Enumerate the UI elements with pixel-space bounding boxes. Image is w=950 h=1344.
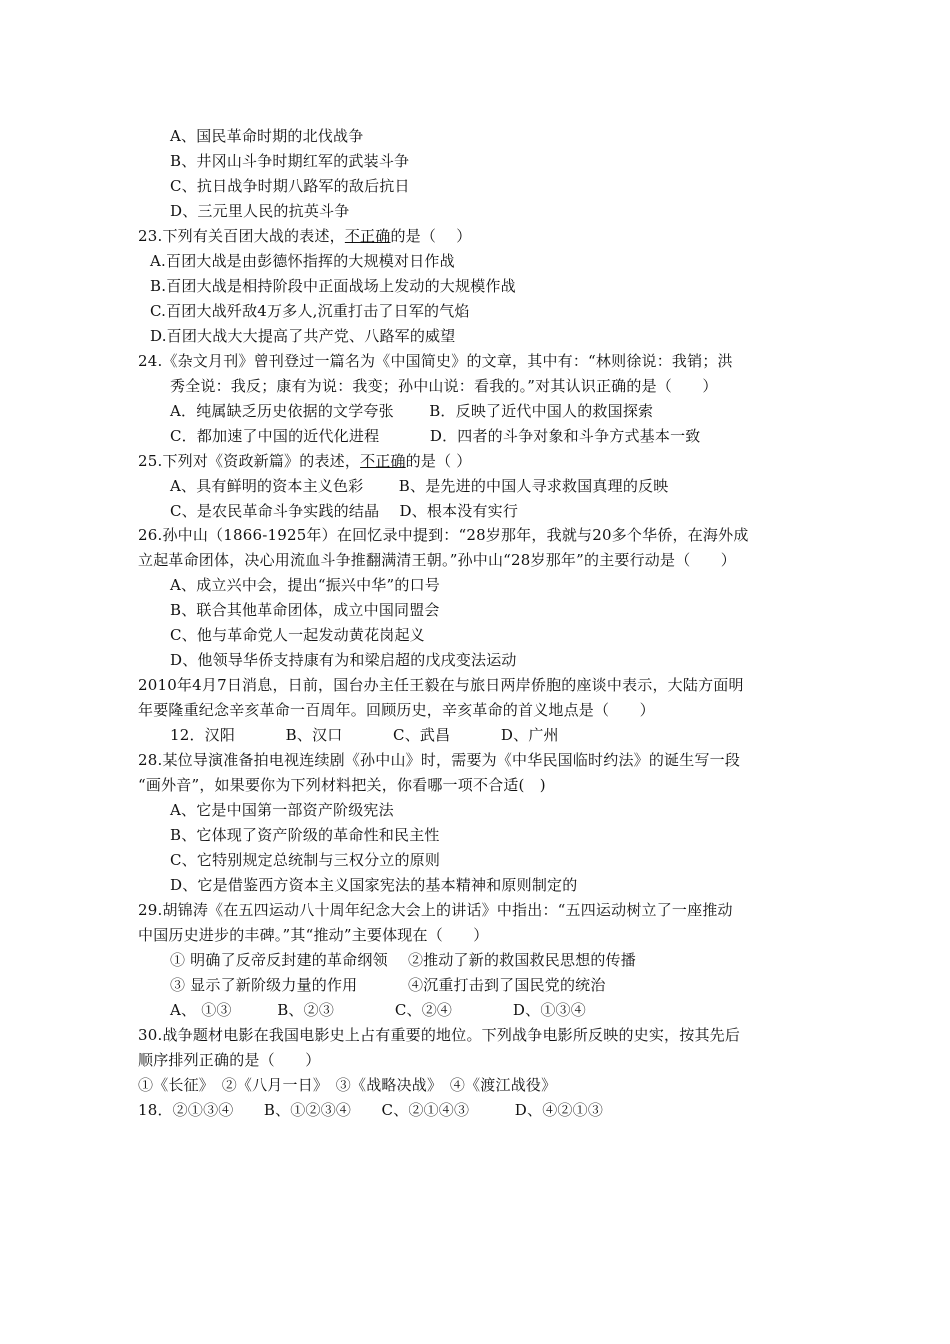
q24-options-row1: A．纯属缺乏历史依据的文学夸张 B．反映了近代中国人的救国探索 [170, 402, 654, 420]
q29-items-row1: ① 明确了反帝反封建的革命纲领 ②推动了新的救国救民思想的传播 [170, 951, 636, 969]
q23-option-b: B.百团大战是相持阶段中正面战场上发动的大规模作战 [150, 277, 516, 295]
q24-stem-line2: 秀全说：我反；康有为说：我变；孙中山说：看我的。”对其认识正确的是（ ） [170, 377, 718, 395]
q23-option-a: A.百团大战是由彭德怀指挥的大规模对日作战 [150, 252, 455, 270]
q29-items-row2: ③ 显示了新阶级力量的作用 ④沉重打击到了国民党的统治 [170, 976, 606, 994]
q25-options-row1: A、具有鲜明的资本主义色彩 B、是先进的中国人寻求救国真理的反映 [170, 477, 669, 495]
q24-options-row2: C．都加速了中国的近代化进程 D．四者的斗争对象和斗争方式基本一致 [170, 427, 701, 445]
q22-option-a: A、国民革命时期的北伐战争 [170, 127, 364, 145]
q28-stem-line2: “画外音”，如果要你为下列材料把关，你看哪一项不合适( ) [138, 776, 546, 794]
q28-option-a: A、它是中国第一部资产阶级宪法 [170, 801, 394, 819]
q27-stem-line1: 2010年4月7日消息，日前，国台办主任王毅在与旅日两岸侨胞的座谈中表示，大陆方面明 [138, 676, 744, 694]
q25-stem-text: 25.下列对《资政新篇》的表述， [138, 452, 361, 470]
q28-option-c: C、它特别规定总统制与三权分立的原则 [170, 851, 441, 869]
q27-stem-line2: 年要隆重纪念辛亥革命一百周年。回顾历史，辛亥革命的首义地点是（ ） [138, 701, 655, 719]
q26-stem-line2: 立起革命团体，决心用流血斗争推翻满清王朝。”孙中山“28岁那年”的主要行动是（ ） [138, 551, 736, 569]
q30-stem-line1: 30.战争题材电影在我国电影史上占有重要的地位。下列战争电影所反映的史实，按其先后 [138, 1026, 741, 1044]
q22-option-c: C、抗日战争时期八路军的敌后抗日 [170, 177, 410, 195]
q29-stem-line1: 29.胡锦涛《在五四运动八十周年纪念大会上的讲话》中指出：“五四运动树立了一座推动 [138, 901, 733, 919]
q27-options-row: 12．汉阳 B、汉口 C、武昌 D、广州 [170, 726, 559, 744]
q25-stem-tail: 的是（ ） [405, 452, 472, 470]
q25-stem [138, 451, 471, 471]
q23-option-c: C.百团大战歼敌4万多人,沉重打击了日军的气焰 [150, 302, 470, 320]
q23-stem-underlined: 不正确 [344, 227, 391, 245]
q24-stem-line1: 24.《杂文月刊》曾刊登过一篇名为《中国简史》的文章，其中有：“林则徐说：我销；洪 [138, 352, 733, 370]
q29-stem-line2: 中国历史进步的丰碑。”其“推动”主要体现在（ ） [138, 926, 489, 944]
q26-stem-line1: 26.孙中山（1866-1925年）在回忆录中提到：“28岁那年，我就与20多个华侨，在海外成 [138, 526, 749, 544]
q26-option-b: B、联合其他革命团体，成立中国同盟会 [170, 601, 440, 619]
q25-stem-underlined: 不正确 [360, 452, 406, 470]
q23-stem-tail: 的是（ ） [390, 227, 472, 245]
q28-stem-line1: 28.某位导演准备拍电视连续剧《孙中山》时，需要为《中华民国临时约法》的诞生写一段 [138, 751, 741, 769]
q26-option-d: D、他领导华侨支持康有为和梁启超的戊戌变法运动 [170, 651, 517, 669]
q28-option-b: B、它体现了资产阶级的革命性和民主性 [170, 826, 440, 844]
q22-option-b: B、井冈山斗争时期红军的武装斗争 [170, 152, 410, 170]
q23-stem [138, 226, 471, 246]
q22-option-d: D、三元里人民的抗英斗争 [170, 202, 350, 220]
q28-option-d: D、它是借鉴西方资本主义国家宪法的基本精神和原则制定的 [170, 876, 578, 894]
q30-options-row: 18．②①③④ B、①②③④ C、②①④③ D、④②①③ [138, 1101, 604, 1119]
q26-option-a: A、成立兴中会，提出“振兴中华”的口号 [170, 576, 440, 594]
q25-options-row2: C、是农民革命斗争实践的结晶 D、根本没有实行 [170, 502, 519, 520]
q23-stem-text: 23.下列有关百团大战的表述， [138, 227, 345, 245]
q29-options-row: A、 ①③ B、②③ C、②④ D、①③④ [170, 1001, 586, 1019]
q30-stem-line2: 顺序排列正确的是（ ） [138, 1051, 321, 1069]
q30-items-row: ①《长征》 ②《八月一日》 ③《战略决战》 ④《渡江战役》 [138, 1076, 557, 1094]
q23-option-d: D.百团大战大大提高了共产党、八路军的威望 [150, 327, 456, 345]
q26-option-c: C、他与革命党人一起发动黄花岗起义 [170, 626, 425, 644]
